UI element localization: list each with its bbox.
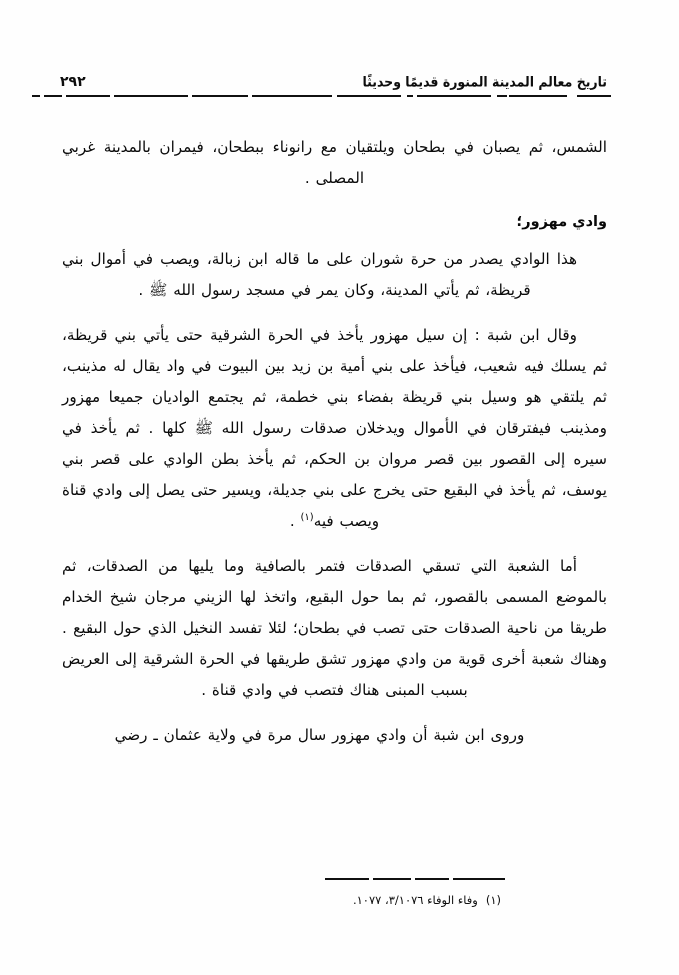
section-heading-wadi-mahzur: وادي مهزور؛ [516, 214, 607, 230]
rule-segment [415, 878, 449, 880]
paragraph-ibn-shabba [62, 320, 607, 537]
rule-segment [192, 95, 248, 97]
rule-segment [325, 878, 369, 880]
header-book-title: تاريخ معالم المدينة المنورة قديمًا وحديثًا [362, 73, 607, 91]
rule-segment [252, 95, 332, 97]
footnote-item [62, 891, 607, 909]
rule-segment [577, 95, 611, 97]
rule-segment [337, 95, 401, 97]
rule-segment [66, 95, 110, 97]
rule-segment [32, 95, 40, 97]
rule-segment [497, 95, 507, 97]
running-header [60, 64, 607, 90]
footnote-text-1: وفاء الوفاء ٣/١٠٧٦، ١٠٧٧. [352, 893, 478, 907]
paragraph-shuba-sadaqat: أما الشعبة التي تسقي الصدقات فتمر بالصافية وما يليها من الصدقات، ثم بالموضع المسمى بالقصور، ثم بما حول البقيع، واتخذ لها الزيني مرجان شيخ الخدام طريقا من ناحية الصدقات حتى تصب في بطحان؛ لئلا تفسد النخيل الذي حول البقيع . وهناك شعبة أخرى قوية من وادي مهزور تشق طريقها في الحرة الشرقية إلى العريض بسبب المبنى هناك فتصب في وادي قناة . [62, 557, 607, 699]
rule-segment [509, 95, 567, 97]
paragraph-ibn-shabba-uthman: وروى ابن شبة أن وادي مهزور سال مرة في ولاية عثمان ـ رضي [114, 726, 525, 744]
header-divider-rule [60, 95, 611, 99]
footnote-separator-rule [62, 878, 607, 882]
rule-segment [373, 878, 411, 880]
rule-segment [114, 95, 188, 97]
rule-segment [44, 95, 62, 97]
footnote-reference-1[interactable]: (١) [300, 511, 314, 523]
page-text-block [62, 132, 607, 758]
page-number: ٢٩٢ [60, 73, 86, 90]
paragraph-ibn-shabba-terminator: . [289, 512, 301, 530]
footnote-marker-1: (١) [485, 893, 501, 907]
paragraph-ibn-zabala: هذا الوادي يصدر من حرة شوران على ما قاله ابن زبالة، ويصب في أموال بني قريظة، ثم يأتي المدينة، وكان يمر في مسجد رسول الله ﷺ . [62, 250, 577, 299]
rule-segment [407, 95, 413, 97]
rule-segment [453, 878, 505, 880]
rule-segment [417, 95, 491, 97]
paragraph-ibn-shabba-text: وقال ابن شبة : إن سيل مهزور يأخذ في الحرة الشرقية حتى يأتي بني قريظة، ثم يسلك فيه شعيب، فيأخذ على بني أمية بن زيد بين البيوت في واد يقال له مذينب، ثم يلتقي هو وسيل بني قريظة بفضاء بني خطمة، ثم يجتمع الواديان جميعا مهزور ومذينب فيفترقان في الأموال ويدخلان صدقات رسول الله ﷺ كلها . ثم يأخذ في سيره إلى القصور بين قصر مروان بن الحكم، ثم يأخذ بطن الوادي على قصر بني يوسف، ثم يأخذ في البقيع حتى يخرج على بني جديلة، ويسير حتى يصل إلى وادي قناة ويصب فيه [62, 326, 607, 530]
footnote-area [62, 878, 607, 909]
paragraph-continued-from-previous-page: الشمس، ثم يصبان في بطحان ويلتقيان مع رانوناء ببطحان، فيمران بالمدينة غربي المصلى . [62, 138, 607, 187]
